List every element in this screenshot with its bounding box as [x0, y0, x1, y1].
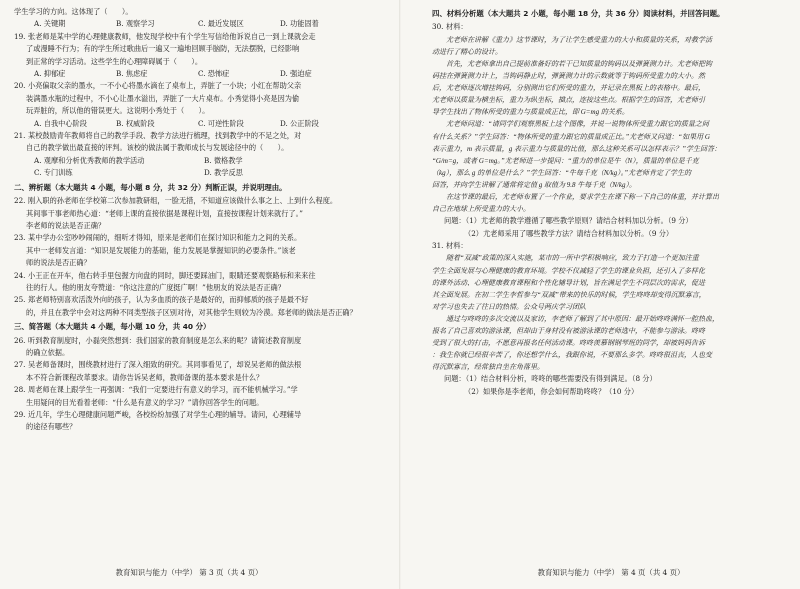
q30-label: 材料： [446, 22, 468, 32]
q27-line-2: 本不符合新课程改革要求。请你告诉吴老师，教师备课的基本要求是什么？ [26, 372, 264, 382]
q21-options [14, 155, 378, 180]
question-26 [14, 335, 378, 360]
q19-option-b: B. 焦虑症 [116, 69, 148, 79]
question-31 [432, 240, 796, 398]
q19-line-1: 张老师是某中学的心理健康教师，他发现学校中有个学生写信给他诉说自己一到上课就会走 [28, 31, 316, 41]
q30-material-line-1: 尤老师在讲解《重力》这节课时，为了让学生感受重力的大小和质量的关系，对教学活 [446, 35, 712, 44]
q18-option-a: A. 关键期 [34, 19, 66, 29]
q21-option-a: A. 观摩和分析优秀教师的教学活动 [34, 155, 145, 165]
q30-material-line-15: 自己在地球上所受重力的大小。 [432, 205, 530, 214]
q20-option-d: D. 公正阶段 [280, 118, 319, 128]
q30-material-line-12: （kg），那么 g 的单位是什么？”学生回答：“牛每千克（N/kg）。”尤老师肯定了学生的 [432, 168, 692, 177]
q22-number: 22. [14, 196, 26, 206]
q30-material-line-9: 有什么关系？”学生回答：“物体所受的重力跟它的质量成正比。”尤老师又问道：“如果用 G [432, 132, 710, 141]
q30-material [432, 34, 796, 215]
q23-line-1: 某中学办公室吵吵闹闹的，细听才得知，原来是老师们在探讨知识和能力之间的关系。 [28, 233, 302, 243]
q30-question-label: 问题： [444, 216, 466, 226]
question-27 [14, 359, 378, 384]
q24-line-1: 小王正在开车，他右转手里包握方向盘的同时，脚还要踩油门，眼睛还要观察路标和来来往 [28, 270, 316, 280]
q18-option-d: D. 功能固着 [280, 19, 319, 29]
q30-material-line-14: 在这节课的最后，尤老师布置了一个作业，要求学生在课下称一下自己的体重，并计算出 [446, 193, 719, 202]
q31-material-line-10: 得沉默寡言，经常独自坐在角落里。 [432, 363, 544, 372]
q30-material-line-5: 后，尤老师逐次增挂钩码，分别测出它们所受的重力，并记录在黑板上的表格中。最后， [432, 84, 705, 93]
q21-number: 21. [14, 131, 26, 141]
q25-number: 25. [14, 295, 26, 305]
q26-line-1: 听到教育制度时，小磊突然想到：我们国家的教育制度是怎么来的呢？请简述教育制度 [28, 335, 302, 345]
q30-question-2: （2）尤老师采用了哪些教学方法？请结合材料加以分析。（9 分） [464, 228, 674, 238]
q28-line-2: 生用疑问的目光看着老师：“什么是有意义的学习？”请你回答学生的问题。 [26, 397, 264, 407]
q20-line-2: 装满墨水瓶的过程中，不小心让墨水溢出，弄脏了一大片桌布。小秀觉得小亮是因为偷 [26, 93, 300, 103]
q24-line-2: 往的行人。他的朋友夸赞道：“你这注意的广度挺广啊！”他朋友的说法是否正确？ [26, 282, 285, 292]
q29-line-2: 的途径有哪些？ [26, 422, 77, 432]
q25-line-1: 郑老师特别喜欢活泼外向的孩子，认为多血质的孩子是最好的，而抑郁质的孩子是最不好 [28, 295, 309, 305]
q30-question-1: （1）尤老师的教学遵循了哪些教学原则？请结合材料加以分析。（9 分） [465, 216, 693, 226]
section-4-heading: 四、材料分析题（本大题共 2 小题，每小题 18 分，共 36 分）阅读材料，并回答问题。 [432, 9, 725, 18]
q20-options [14, 118, 378, 130]
q21-option-c: C. 专门训练 [34, 168, 73, 178]
q23-line-2: 其中一老师发言道：“知识是发展能力的基础，能力发展是掌握知识的必要条件。”该老 [26, 245, 296, 255]
q31-material-line-7: 报名了自己喜欢的游泳课，但却由于身材没有被游泳课的老师选中，不能参与游泳。咚咚 [432, 327, 705, 335]
q31-material-line-3: 的课外活动、心理健康教育课程和个性化辅导计划，旨在满足学生不同层次的需求，促进 [432, 278, 705, 287]
page-3-footer: 教育知识与能力（中学） 第 3 页（共 4 页） [115, 567, 263, 577]
q31-label: 材料： [446, 241, 468, 251]
question-20 [14, 80, 378, 130]
section-2-heading: 二、辨析题（本大题共 4 小题，每小题 8 分，共 32 分）判断正误，并说明理由。 [14, 182, 287, 192]
page-3 [0, 0, 378, 589]
q31-material-line-5: 对学习也失去了往日的热情。公众号两庆学习团队 [432, 302, 586, 311]
q27-number: 27. [14, 360, 26, 370]
q29-number: 29. [14, 410, 26, 419]
q31-material-line-1: 随着“双减”政策的深入实施，某市的一所中学积极响应，致力于打造一个更加注重 [446, 254, 699, 263]
q19-option-c: C. 恐怖症 [198, 69, 230, 79]
q21-line-2: 自己的教学做出最直接的评判。该校的做法属于教师成长与发展途径中的（ ）。 [26, 143, 289, 153]
q19-line-2: 了或漫睡不行为；有的学生所过歌曲后一遍又一遍地回顾手脑防，无法摆脱，已经影响 [26, 44, 300, 54]
question-24 [14, 270, 378, 295]
question-21 [14, 130, 378, 180]
q30-material-line-13: 回答，并向学生讲解了通常将定值 g 取值为 9.8 牛每千克（N/kg）。 [432, 180, 636, 189]
q28-line-1: 周老师在课上跟学生一再强调：“我们一定要进行有意义的学习，而不能机械学习。”学 [28, 385, 298, 395]
q30-material-line-11: “G/m=g，或者 G=mg。”尤老师进一步提问：“重力的单位是牛（N），质量的单位是千克 [432, 156, 699, 165]
q29-line-1: 近几年，学生心理健康问题严峻，各校纷纷加强了对学生心理的辅导。请问，心理辅导 [28, 410, 302, 419]
question-23 [14, 232, 378, 269]
q21-option-b: B. 微格教学 [204, 155, 243, 165]
section-3-heading: 三、简答题（本大题共 4 小题，每小题 10 分，共 40 分） [14, 322, 211, 332]
q19-options [14, 68, 378, 80]
q30-number: 30. [432, 22, 444, 32]
q31-number: 31. [432, 241, 444, 251]
q20-line-1: 小亮偏取父亲的墨水，一不小心将墨水滴在了桌布上，弄脏了一小块；小红在帮助父亲 [28, 81, 302, 91]
q30-material-line-4: 码挂在弹簧测力计上，当钩码静止时，弹簧测力计的示数就等于钩码所受重力的大小。然 [432, 72, 705, 81]
q20-option-a: A. 自我中心阶段 [34, 118, 87, 128]
q18-options [14, 18, 378, 30]
page-4-footer: 教育知识与能力（中学） 第 4 页（共 4 页） [537, 567, 685, 577]
q30-material-line-8: 尤老师问道：“请同学们观察黑板上这个图像，并说一说物体所受重力跟它的质量之间 [446, 120, 709, 129]
q31-material-line-8: 受到了很大的打击，不愿意再报名任何活动课。咚咚羡慕钢钢琴班的同学，却被妈妈告诉 [432, 339, 705, 348]
q21-line-1: 某校鼓励青年教师将自己的教学手段、教学方法进行梳理，找到教学中的不足之处，对 [28, 131, 302, 141]
question-28 [14, 384, 378, 409]
question-19 [14, 31, 378, 81]
q20-option-c: C. 可逆性阶段 [198, 118, 244, 128]
q25-line-2: 的，并且在教学中会对这两种不同类型孩子区别对待，对其他学生则较为冷漠。郑老师的做法是否正确？ [26, 307, 357, 317]
q30-material-line-3: 首先，尤老师拿出自己提前准备好的若干已知质量的钩码以及弹簧测力计。尤老师把钩 [446, 60, 712, 68]
q18-tail: 学生学习的方向。这体现了（ ）。 [14, 7, 133, 16]
q26-line-2: 的确立依据。 [26, 347, 70, 357]
q20-number: 20. [14, 81, 26, 91]
q23-line-3: 师的说法是否正确？ [26, 258, 91, 268]
q31-material [432, 252, 796, 373]
q31-question-label: 问题： [444, 374, 466, 384]
q20-option-b: B. 权威阶段 [116, 118, 155, 128]
q18-option-c: C. 最近发展区 [198, 19, 244, 29]
q19-option-d: D. 强迫症 [280, 69, 312, 79]
q30-material-line-2: 动进行了精心的设计。 [432, 47, 502, 56]
q22-line-1: 刚入职的孙老师在学校第二次参加教研组，一脸无措，不知道应该做什么事之上、上到什么程度。 [28, 196, 338, 206]
q31-material-line-2: 学生全面发展与心理健康的教育环境。学校不仅减轻了学生的课业负担，还引入了多样化 [432, 266, 705, 275]
q26-number: 26. [14, 335, 26, 345]
q20-line-3: 玩弄脏的，所以他的错误更大。这说明小秀处于（ ）。 [26, 106, 210, 116]
q30-material-line-6: 尤老师以质量为横坐标，重力为纵坐标，描点，连接这些点。根据学生的回答，尤老师引 [432, 96, 705, 105]
question-22 [14, 195, 378, 232]
q31-question-1: （1）结合材料分析，咚咚的哪些需要没有得到满足。（8 分） [465, 374, 657, 384]
q19-line-3: 到正常的学习活动。这些学生的心理障碍属于（ ）。 [26, 56, 203, 66]
q23-number: 23. [14, 233, 26, 243]
q30-material-line-10: 表示重力，m 表示质量，g 表示重力与质量的比值，那么这种关系可以怎样表示？”学生回答： [432, 144, 721, 153]
q24-number: 24. [14, 270, 26, 280]
question-30 [432, 21, 796, 240]
page-gutter [399, 0, 401, 589]
q21-option-d: D. 教学反思 [204, 168, 243, 178]
q22-line-3: 李老师的说法是否正确？ [26, 220, 106, 230]
q27-line-1: 吴老师备课时，围绕教材进行了深入细致的研究。其同事看见了，却说吴老师的做法根 [28, 360, 302, 370]
q28-number: 28. [14, 385, 26, 395]
page-4 [422, 0, 800, 589]
q18-option-b: B. 观察学习 [116, 19, 155, 29]
q31-material-line-6: 通过与咚咚的多次交流以及家访，李老师了解到了其中原因：最开始咚咚满怀一腔热血， [446, 314, 719, 323]
q19-number: 19. [14, 31, 26, 41]
q31-question-2: （2）如果你是李老师，你会如何帮助咚咚？（10 分） [464, 386, 639, 396]
q19-option-a: A. 抑郁症 [34, 69, 66, 79]
q22-line-2: 其间事干事老师热心道：“老师上课的直接依据是课程计划，直接按课程计划来就行了。” [26, 208, 303, 218]
question-25 [14, 294, 378, 319]
q31-material-line-9: ：我生你就已经很辛苦了，你还想学什么，我跟你说，不要那么多学。咚咚很沮丧，人也变 [432, 351, 712, 360]
q31-material-line-4: 其全面发展。在初二学生李哲参与“双减”带来的快乐的时候，学生咚咚却变得沉默寡言， [432, 290, 706, 299]
q30-material-line-7: 导学生找出了物体所受的重力与质量成正比，即 G=mg 的关系。 [432, 108, 629, 117]
question-29 [14, 409, 378, 434]
